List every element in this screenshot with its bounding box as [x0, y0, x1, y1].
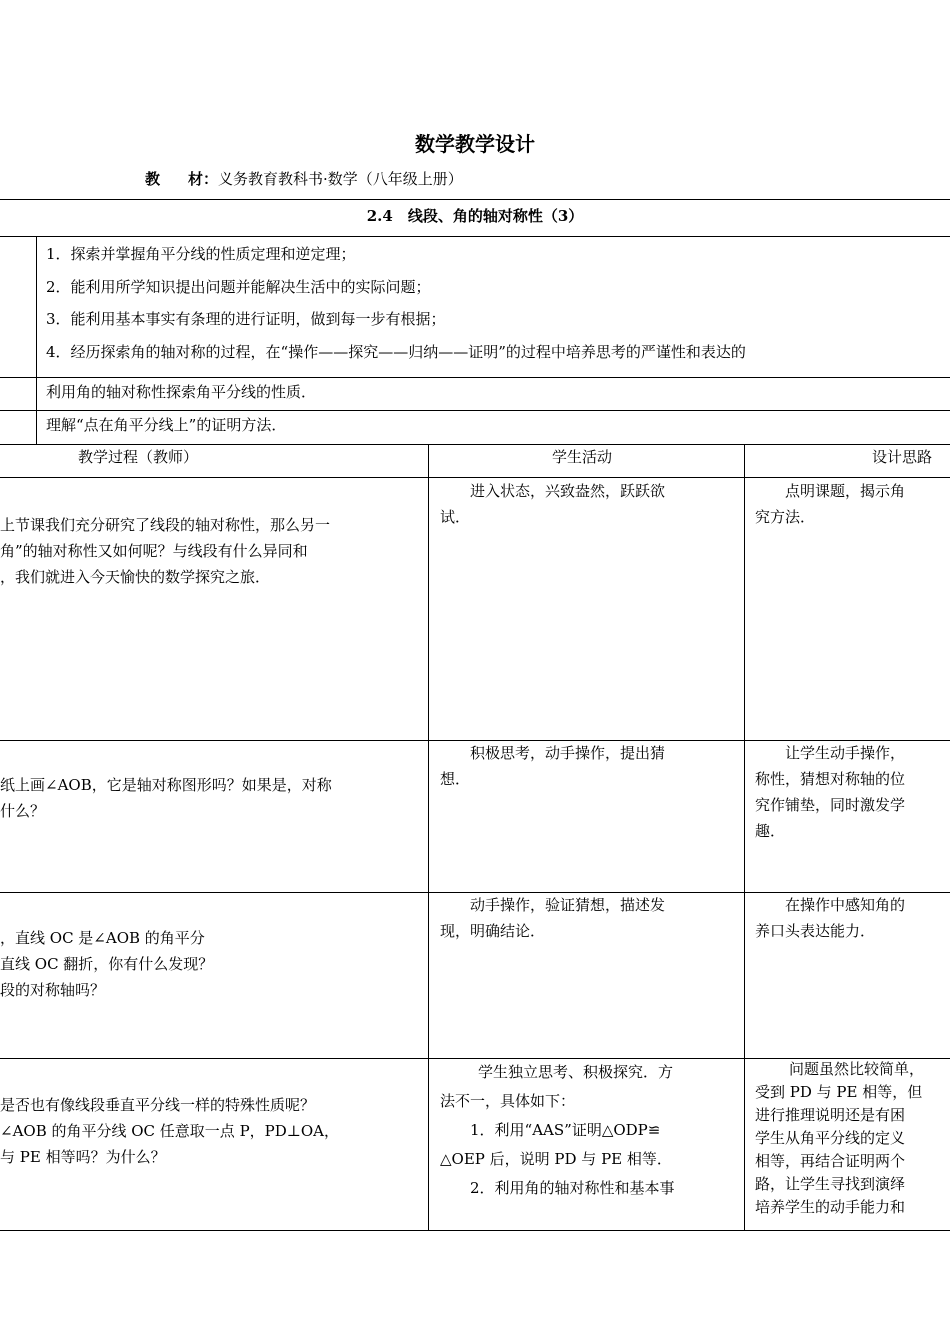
row4-design: 问题虽然比较简单， 受到 PD 与 PE 相等，但 进行推理说明还是有困 学生从角平分线的定义 相等，再结合证明两个 路，让学生寻找到演绎 培养学生的动手能力和 [755, 1060, 925, 1216]
row1-student: 进入状态，兴致盎然，跃跃欲 试． [440, 482, 666, 526]
row4-student: 学生独立思考、积极探究．方 法不一，具体如下： 1．利用“AAS”证明△ODP≌ △OEP 后，说明 PD 与 PE 相等． 2．利用角的轴对称性和基本事 [440, 1063, 675, 1197]
key-point: 利用角的轴对称性探索角平分线的性质． [46, 383, 317, 401]
row3-design: 在操作中感知角的 养口头表达能力． [755, 896, 906, 940]
row4-teacher: 是否也有像线段垂直平分线一样的特殊性质呢？ ∠AOB 的角平分线 OC 任意取一点 P，PD⊥OA， 与 PE 相等吗？为什么？ [0, 1096, 340, 1166]
textbook-line [145, 168, 463, 189]
row3-student: 动手操作，验证猜想，描述发 现，明确结论． [440, 896, 666, 940]
page-title: 数学教学设计 [415, 132, 535, 156]
row1-design: 点明课题，揭示角 究方法． [755, 482, 906, 526]
row2-design: 让学生动手操作， 称性，猜想对称轴的位 究作铺垫，同时激发学 趣． [755, 744, 906, 840]
header-teacher: 教学过程（教师） [78, 448, 199, 466]
header-student: 学生活动 [552, 448, 613, 466]
section-title: 2.4 线段、角的轴对称性（3） [366, 207, 584, 225]
textbook-label: 教 材： [145, 170, 219, 188]
objective-1: 1．探索并掌握角平分线的性质定理和逆定理； [46, 245, 356, 263]
objective-2: 2．能利用所学知识提出问题并能解决生活中的实际问题； [46, 278, 431, 296]
row3-teacher: ，直线 OC 是∠AOB 的角平分 直线 OC 翻折，你有什么发现？ 段的对称轴吗？ [0, 929, 214, 999]
row2-teacher: 纸上画∠AOB，它是轴对称图形吗？如果是，对称 什么？ [0, 776, 332, 820]
header-design: 设计思路 [872, 448, 933, 466]
difficulty: 理解“点在角平分线上”的证明方法． [46, 416, 287, 434]
row1-teacher: 上节课我们充分研究了线段的轴对称性，那么另一 角”的轴对称性又如何呢？与线段有什么异同和 ，我们就进入今天愉快的数学探究之旅． [0, 516, 331, 586]
objective-4: 4．经历探索角的轴对称的过程，在“操作——探究——归纳——证明”的过程中培养思考的严谨性和表达的 [46, 343, 746, 361]
row2-student: 积极思考，动手操作，提出猜 想． [440, 744, 666, 788]
objective-3: 3．能利用基本事实有条理的进行证明，做到每一步有根据； [46, 310, 446, 328]
textbook-value: 义务教育教科书·数学（八年级上册） [218, 170, 463, 188]
